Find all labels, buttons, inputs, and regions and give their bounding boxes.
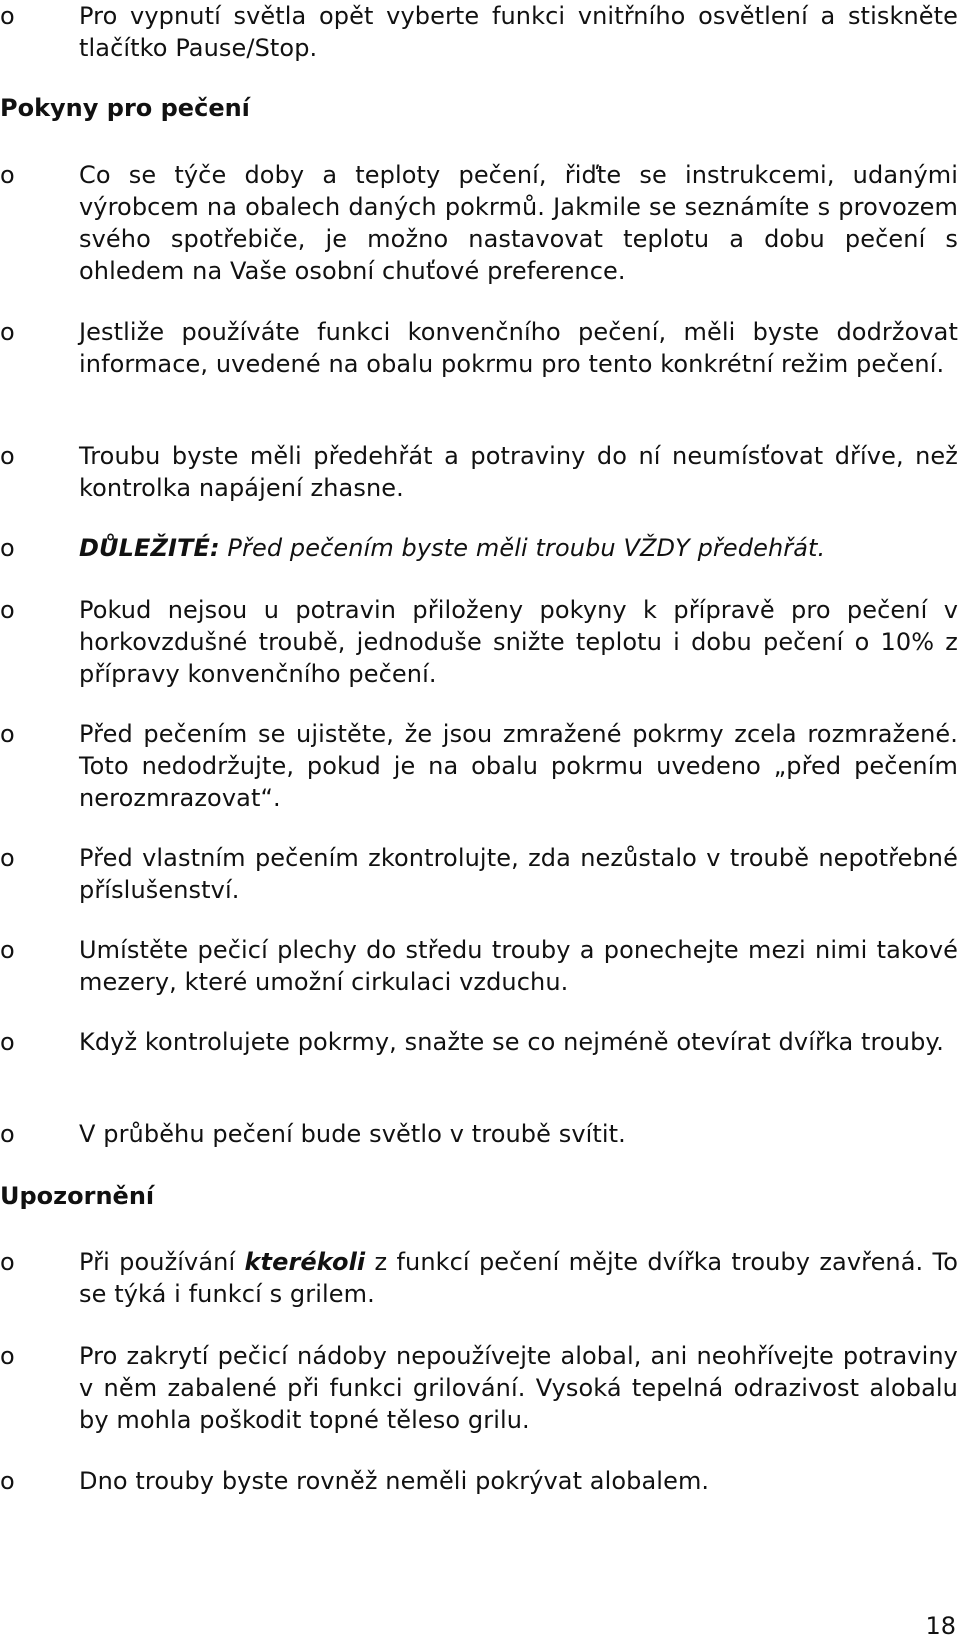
bullet-marker: o: [0, 844, 15, 872]
emphasis-word: kterékoli: [244, 1248, 366, 1276]
list-item: [0, 316, 958, 380]
bullet-marker: o: [0, 1120, 15, 1148]
list-item: [0, 842, 958, 906]
text-segment: z funkcí pečení mějte dvířka trouby zavřená. To se týká i funkcí s grilem.: [79, 1248, 958, 1308]
list-item-text: Umístěte pečicí plechy do středu trouby a ponechejte mezi nimi takové mezery, které umožní cirkulaci vzduchu.: [79, 936, 958, 996]
list-item-text: [79, 532, 958, 564]
list-item-text: Co se týče doby a teploty pečení, řiďte se instrukcemi, udanými výrobcem na obalech daných pokrmů. Jakmile se seznámíte s provozem svého spotřebiče, je možno nastavovat teplotu a dobu pečení s ohledem na Vaše osobní chuťové preference.: [79, 161, 958, 285]
list-item: [0, 1465, 958, 1497]
list-item-text: Pokud nejsou u potravin přiloženy pokyny k přípravě pro pečení v horkovzdušné troubě, jednoduše snižte teplotu i dobu pečení o 10% z přípravy konvenčního pečení.: [79, 596, 958, 688]
list-item-text: Troubu byste měli předehřát a potraviny do ní neumísťovat dříve, než kontrolka napájení zhasne.: [79, 442, 958, 502]
list-item: [0, 1340, 958, 1436]
list-item-important: [0, 532, 958, 564]
list-item: [0, 440, 958, 504]
page-number: 18: [925, 1612, 956, 1640]
list-item: [0, 594, 958, 690]
bullet-marker: o: [0, 2, 15, 30]
list-item: [0, 0, 958, 64]
list-item-text: V průběhu pečení bude světlo v troubě svítit.: [79, 1120, 626, 1148]
list-item: [0, 1246, 958, 1310]
bullet-marker: o: [0, 1467, 15, 1495]
bullet-marker: o: [0, 936, 15, 964]
list-item: [0, 934, 958, 998]
bullet-marker: o: [0, 720, 15, 748]
bullet-marker: o: [0, 161, 15, 189]
list-item-text: Dno trouby byste rovněž neměli pokrývat alobalem.: [79, 1467, 710, 1495]
bullet-marker: o: [0, 1028, 15, 1056]
list-item: [0, 718, 958, 814]
list-item-text: Jestliže používáte funkci konvenčního pečení, měli byste dodržovat informace, uvedené na obalu pokrmu pro tento konkrétní režim pečení.: [79, 318, 958, 378]
list-item: [0, 1026, 958, 1058]
list-item-text: Když kontrolujete pokrmy, snažte se co nejméně otevírat dvířka trouby.: [79, 1028, 945, 1056]
bullet-marker: o: [0, 318, 15, 346]
list-item: [0, 159, 958, 287]
bullet-marker: o: [0, 1342, 15, 1370]
list-item-text: [79, 1246, 958, 1310]
bullet-marker: o: [0, 442, 15, 470]
bullet-marker: o: [0, 534, 15, 562]
list-item: [0, 1118, 958, 1150]
important-label: DŮLEŽITÉ:: [79, 534, 220, 562]
section-heading-warnings: Upozornění: [0, 1182, 155, 1210]
bullet-marker: o: [0, 596, 15, 624]
bullet-marker: o: [0, 1248, 15, 1276]
important-text: Před pečením byste měli troubu VŽDY předehřát.: [219, 534, 826, 562]
list-item-text: Pro vypnutí světla opět vyberte funkci vnitřního osvětlení a stiskněte tlačítko Pause/Stop.: [79, 2, 958, 62]
list-item-text: Před pečením se ujistěte, že jsou zmražené pokrmy zcela rozmražené. Toto nedodržujte, pokud je na obalu pokrmu uvedeno „před pečením nerozmrazovat“.: [79, 720, 958, 812]
list-item-text: Před vlastním pečením zkontrolujte, zda nezůstalo v troubě nepotřebné příslušenství.: [79, 844, 958, 904]
list-item-text: Pro zakrytí pečicí nádoby nepoužívejte alobal, ani neohřívejte potraviny v něm zabalené při funkci grilování. Vysoká tepelná odrazivost alobalu by mohla poškodit topné těleso grilu.: [79, 1342, 958, 1434]
section-heading-baking: Pokyny pro pečení: [0, 94, 250, 122]
text-segment: Při používání: [79, 1248, 245, 1276]
